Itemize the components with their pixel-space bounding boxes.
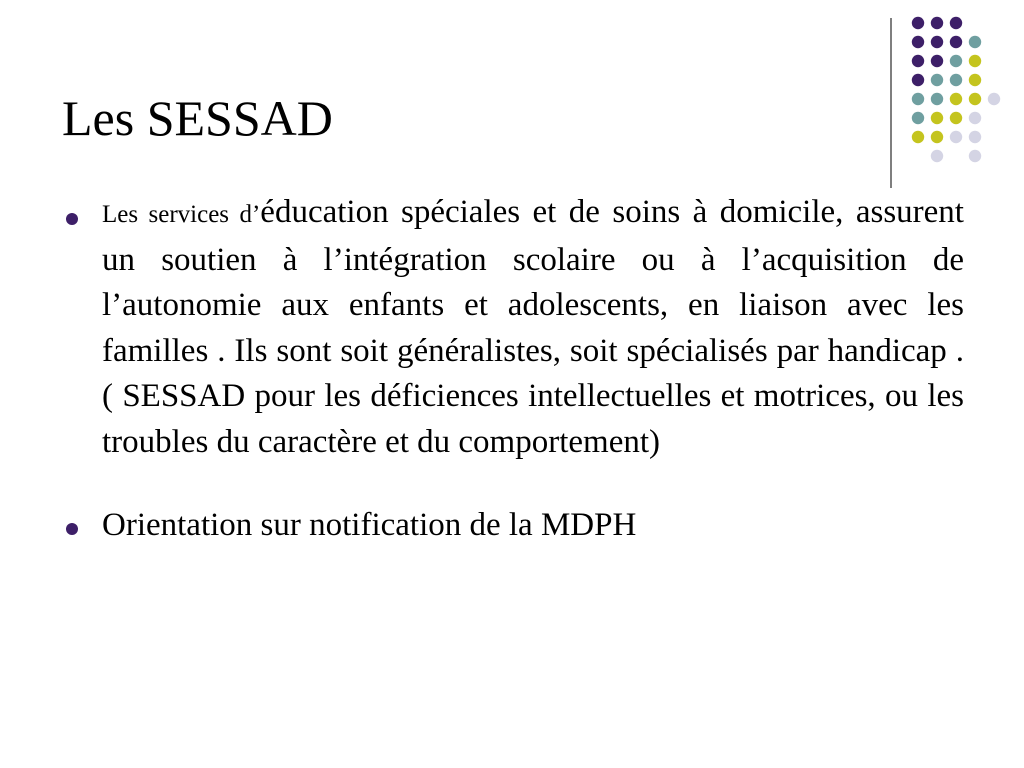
bullet-item-orientation [60,503,964,549]
decorative-dot [969,131,981,143]
decorative-dot [931,93,943,105]
decorative-dot [969,55,981,67]
decorative-dot [912,36,924,48]
decorative-dot [931,74,943,86]
bullet-item-sessad-definition [60,190,964,465]
decorative-dot [969,112,981,124]
decorative-dot [950,17,962,29]
decorative-dot [950,74,962,86]
decorative-dot [931,17,943,29]
decorative-dot [912,131,924,143]
decorative-dot [950,36,962,48]
decorative-dot [912,74,924,86]
decorative-dot [969,150,981,162]
decorative-dot [950,112,962,124]
vertical-divider [890,18,892,188]
decorative-dot [969,74,981,86]
decorative-dot [931,55,943,67]
decorative-dot [931,36,943,48]
decorative-dot [969,36,981,48]
bullet-lead-text: Les services d’ [102,201,261,228]
decorative-dot [912,112,924,124]
decorative-dot [950,93,962,105]
decorative-dot [912,17,924,29]
decorative-dot [912,93,924,105]
decorative-dot [931,131,943,143]
decorative-dot [988,93,1000,105]
decorative-dot [950,131,962,143]
bullet-text: éducation spéciales et de soins à domicile, assurent un soutien à l’intégration scolaire ou à l’acquisition de l’autonomie aux enfants et adolescents, en liaison avec les familles . Ils sont soit généralistes, soit spécialisés par handicap .( SESSAD pour les déficiences intellectuelles et motrices, ou les troubles du caractère et du comportement) [102,194,964,460]
slide-title: Les SESSAD [62,90,333,146]
decorative-dot [931,112,943,124]
decorative-dot [912,55,924,67]
decorative-dot [931,150,943,162]
bullet-dot-icon [66,523,78,535]
decorative-dot [950,55,962,67]
bullet-dot-icon [66,213,78,225]
decorative-dot [969,93,981,105]
bullet-list [60,190,964,549]
bullet-text: Orientation sur notification de la MDPH [102,507,637,543]
